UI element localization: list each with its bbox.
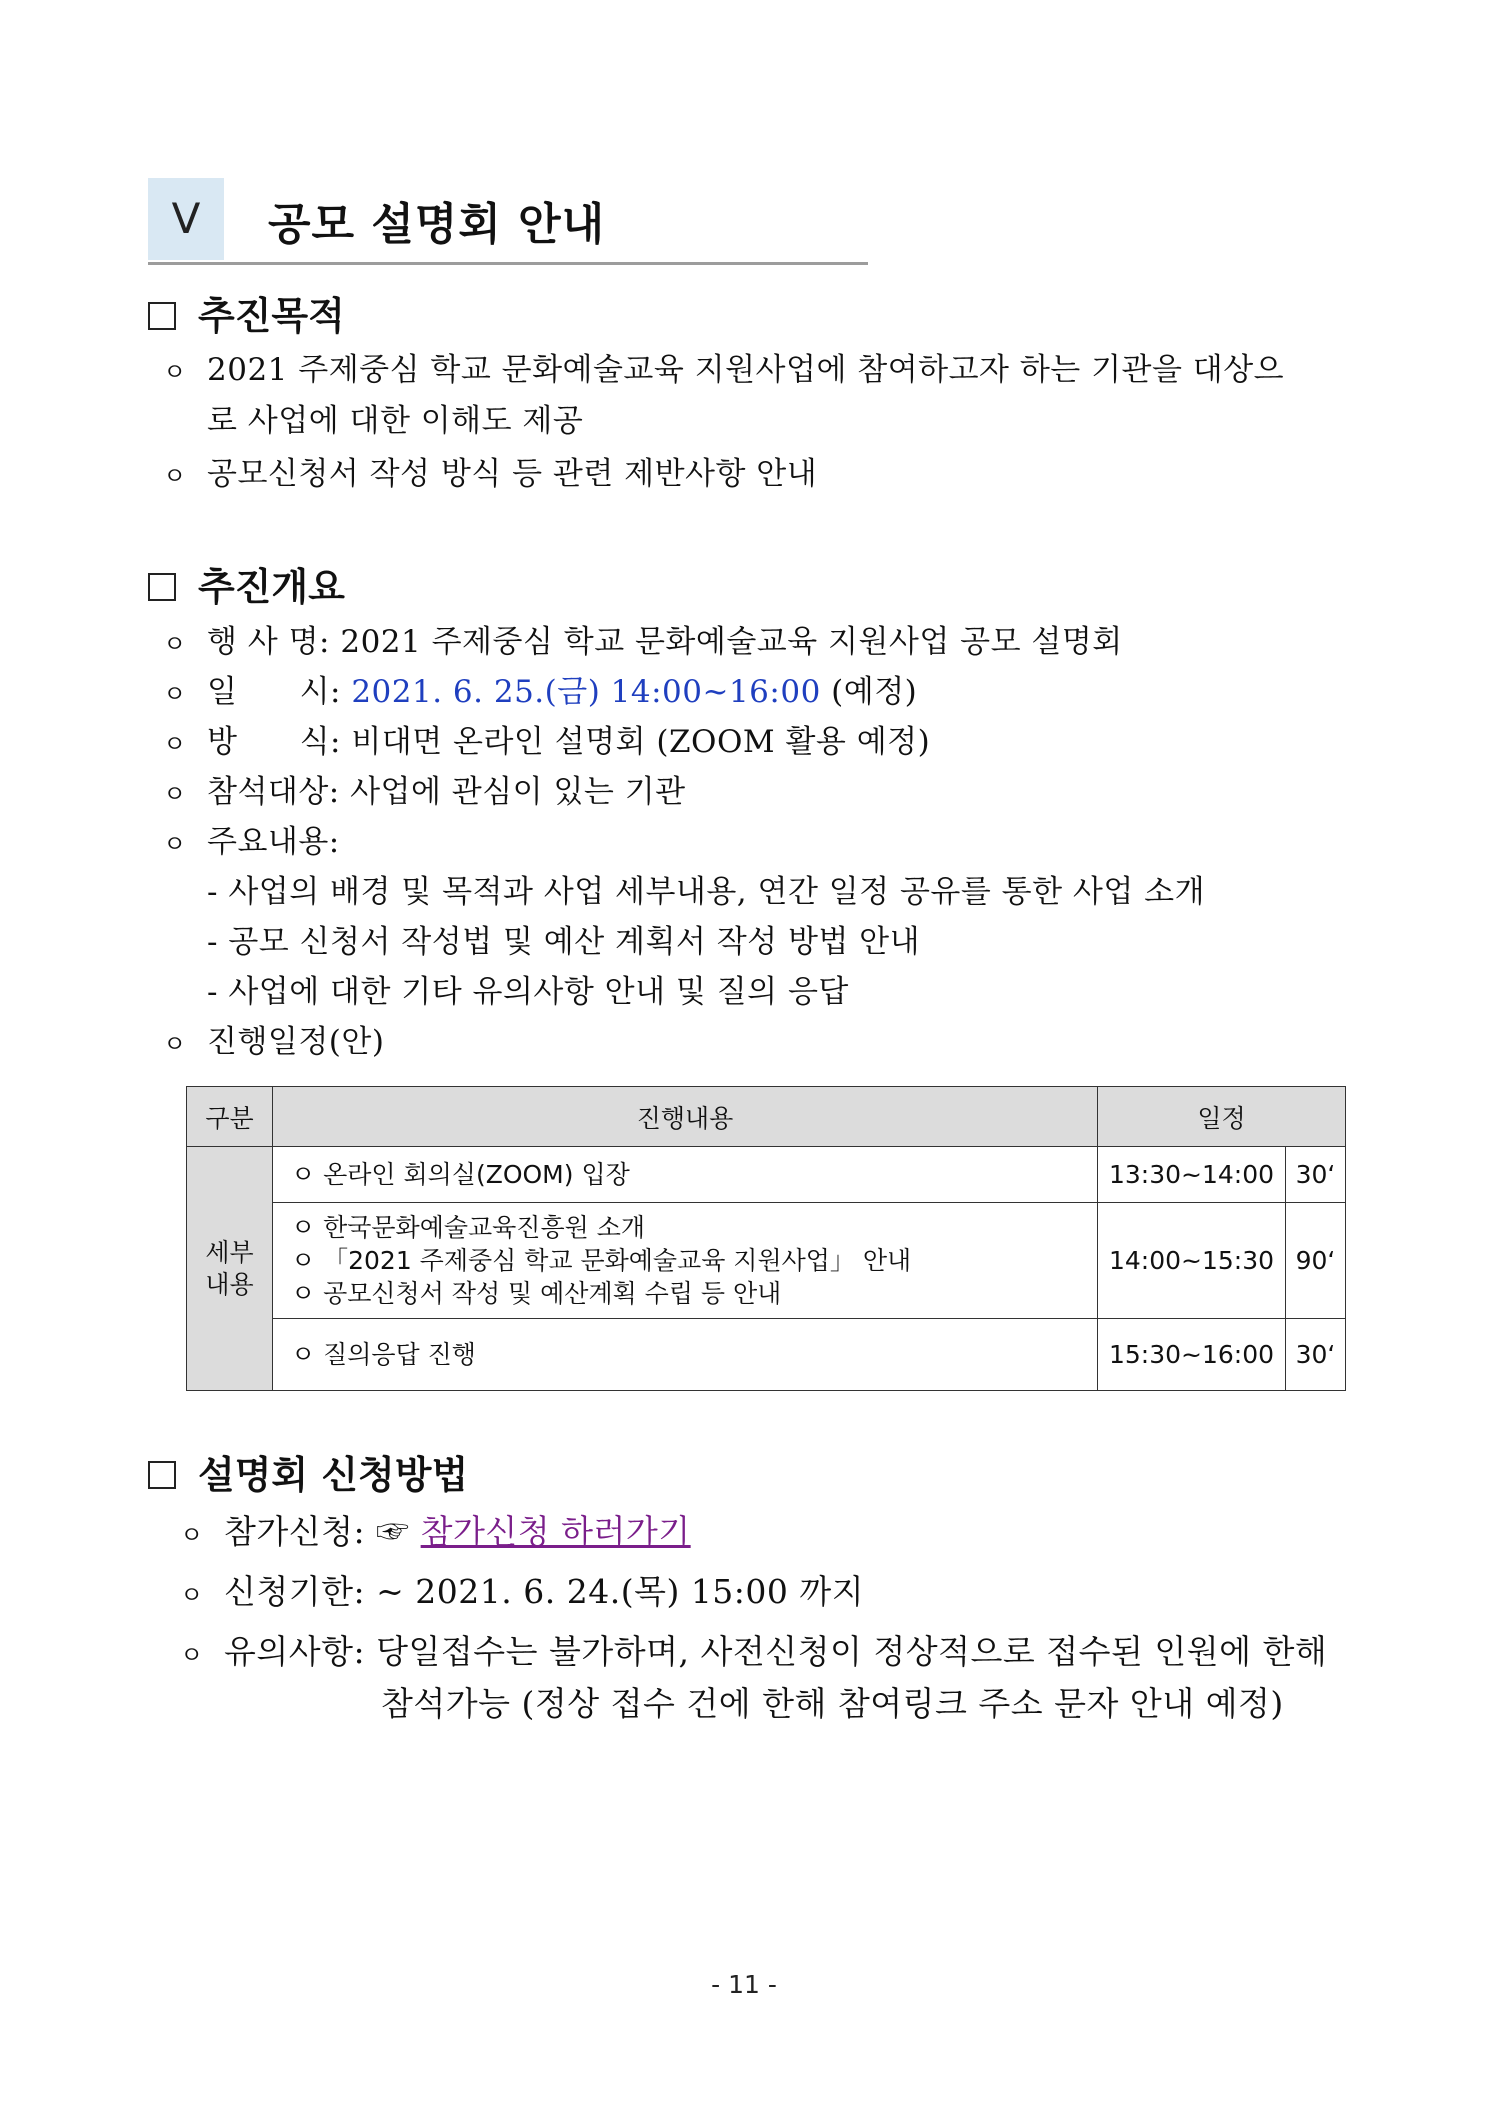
circle-bullet-icon: ㅇ [180,1641,204,1669]
content-label: 주요내용: [207,824,340,860]
row-duration: 30‘ [1286,1147,1346,1203]
row-content-line: ㅇ 온라인 회의실(ZOOM) 입장 [291,1160,630,1189]
target-row [163,770,686,816]
date-label: 일 시: [207,674,341,710]
content-row [163,820,340,866]
circle-bullet-icon: ㅇ [163,780,187,808]
pointing-hand-icon: ☞ [376,1512,410,1551]
table-row [187,1203,1346,1319]
content-item-3: - 사업에 대한 기타 유의사항 안내 및 질의 응답 [207,974,849,1010]
purpose-item-2-text: 공모신청서 작성 방식 등 관련 제반사항 안내 [207,456,818,492]
section-title: 공모 설명회 안내 [268,199,606,250]
header-content: 진행내용 [273,1087,1098,1147]
section-number: V [148,178,224,260]
target-label: 참석대상: [207,774,340,810]
circle-bullet-icon: ㅇ [180,1581,204,1609]
circle-bullet-icon: ㅇ [163,358,187,386]
schedule-label: 진행일정(안) [207,1024,385,1060]
row-content [273,1147,1098,1203]
row-content-line: ㅇ 질의응답 진행 [291,1340,476,1369]
circle-bullet-icon: ㅇ [163,630,187,658]
event-name-label: 행 사 명: [207,624,330,660]
section-divider [148,262,868,265]
row-content [273,1319,1098,1391]
method-label: 방 식: [207,724,341,760]
deadline-label: 신청기한: [224,1572,366,1611]
notice-line1: 당일접수는 불가하며, 사전신청이 정상적으로 접수된 인원에 한해 [376,1632,1328,1671]
target-value: 사업에 관심이 있는 기관 [350,774,686,810]
row-content-line: ㅇ 「2021 주제중심 학교 문화예술교육 지원사업」 안내 [291,1246,912,1275]
row-content-line: ㅇ 한국문화예술교육진흥원 소개 [291,1213,645,1242]
row-content [273,1203,1098,1319]
checkbox-icon [148,1461,176,1489]
deadline-row [180,1570,864,1617]
purpose-heading-text: 추진목적 [198,294,345,338]
table-row [187,1319,1346,1391]
event-name-row [163,620,1123,666]
apply-link[interactable]: 참가신청 하러가기 [420,1512,691,1551]
notice-line2: 참석가능 (정상 접수 건에 한해 참여링크 주소 문자 안내 예정) [381,1684,1284,1723]
category-cell [187,1147,273,1391]
circle-bullet-icon: ㅇ [163,1030,187,1058]
event-name-value: 2021 주제중심 학교 문화예술교육 지원사업 공모 설명회 [340,624,1123,660]
table-header-row [187,1087,1346,1147]
apply-heading [148,1444,468,1499]
section-header [148,178,868,266]
category-line1: 세부 [205,1237,254,1267]
purpose-item-1-line1: 2021 주제중심 학교 문화예술교육 지원사업에 참여하고자 하는 기관을 대상으 [207,352,1285,388]
method-row [163,720,930,766]
table-row [187,1147,1346,1203]
overview-heading [148,556,345,611]
circle-bullet-icon: ㅇ [180,1521,204,1549]
circle-bullet-icon: ㅇ [163,730,187,758]
purpose-item-1-continued: 로 사업에 대한 이해도 제공 [207,403,584,439]
page-number: - 11 - [711,1970,777,1999]
row-time: 15:30~16:00 [1098,1319,1286,1391]
circle-bullet-icon: ㅇ [163,830,187,858]
header-schedule: 일정 [1098,1087,1346,1147]
overview-heading-text: 추진개요 [198,565,345,609]
checkbox-icon [148,302,176,330]
circle-bullet-icon: ㅇ [163,462,187,490]
apply-heading-text: 설명회 신청방법 [198,1453,469,1497]
notice-row [180,1630,1327,1677]
notice-label: 유의사항: [224,1632,366,1671]
row-content-line: ㅇ 공모신청서 작성 및 예산계획 수립 등 안내 [291,1279,782,1308]
row-duration: 90‘ [1286,1203,1346,1319]
circle-bullet-icon: ㅇ [163,680,187,708]
purpose-item-2 [163,452,817,498]
schedule-table [186,1086,1346,1391]
header-category: 구분 [187,1087,273,1147]
deadline-value: ~ 2021. 6. 24.(목) 15:00 까지 [376,1572,865,1611]
date-value: 2021. 6. 25.(금) 14:00~16:00 [351,674,821,710]
apply-row [180,1510,691,1557]
method-value: 비대면 온라인 설명회 (ZOOM 활용 예정) [351,724,931,760]
purpose-heading [148,285,345,340]
apply-label: 참가신청: [224,1512,366,1551]
purpose-item-1 [163,348,1284,394]
row-time: 13:30~14:00 [1098,1147,1286,1203]
schedule-label-row [163,1020,384,1066]
date-note: (예정) [831,674,918,710]
date-row [163,670,917,716]
content-item-2: - 공모 신청서 작성법 및 예산 계획서 작성 방법 안내 [207,924,921,960]
row-time: 14:00~15:30 [1098,1203,1286,1319]
category-line2: 내용 [205,1269,254,1299]
row-duration: 30‘ [1286,1319,1346,1391]
checkbox-icon [148,573,176,601]
content-item-1: - 사업의 배경 및 목적과 사업 세부내용, 연간 일정 공유를 통한 사업 소개 [207,874,1206,910]
